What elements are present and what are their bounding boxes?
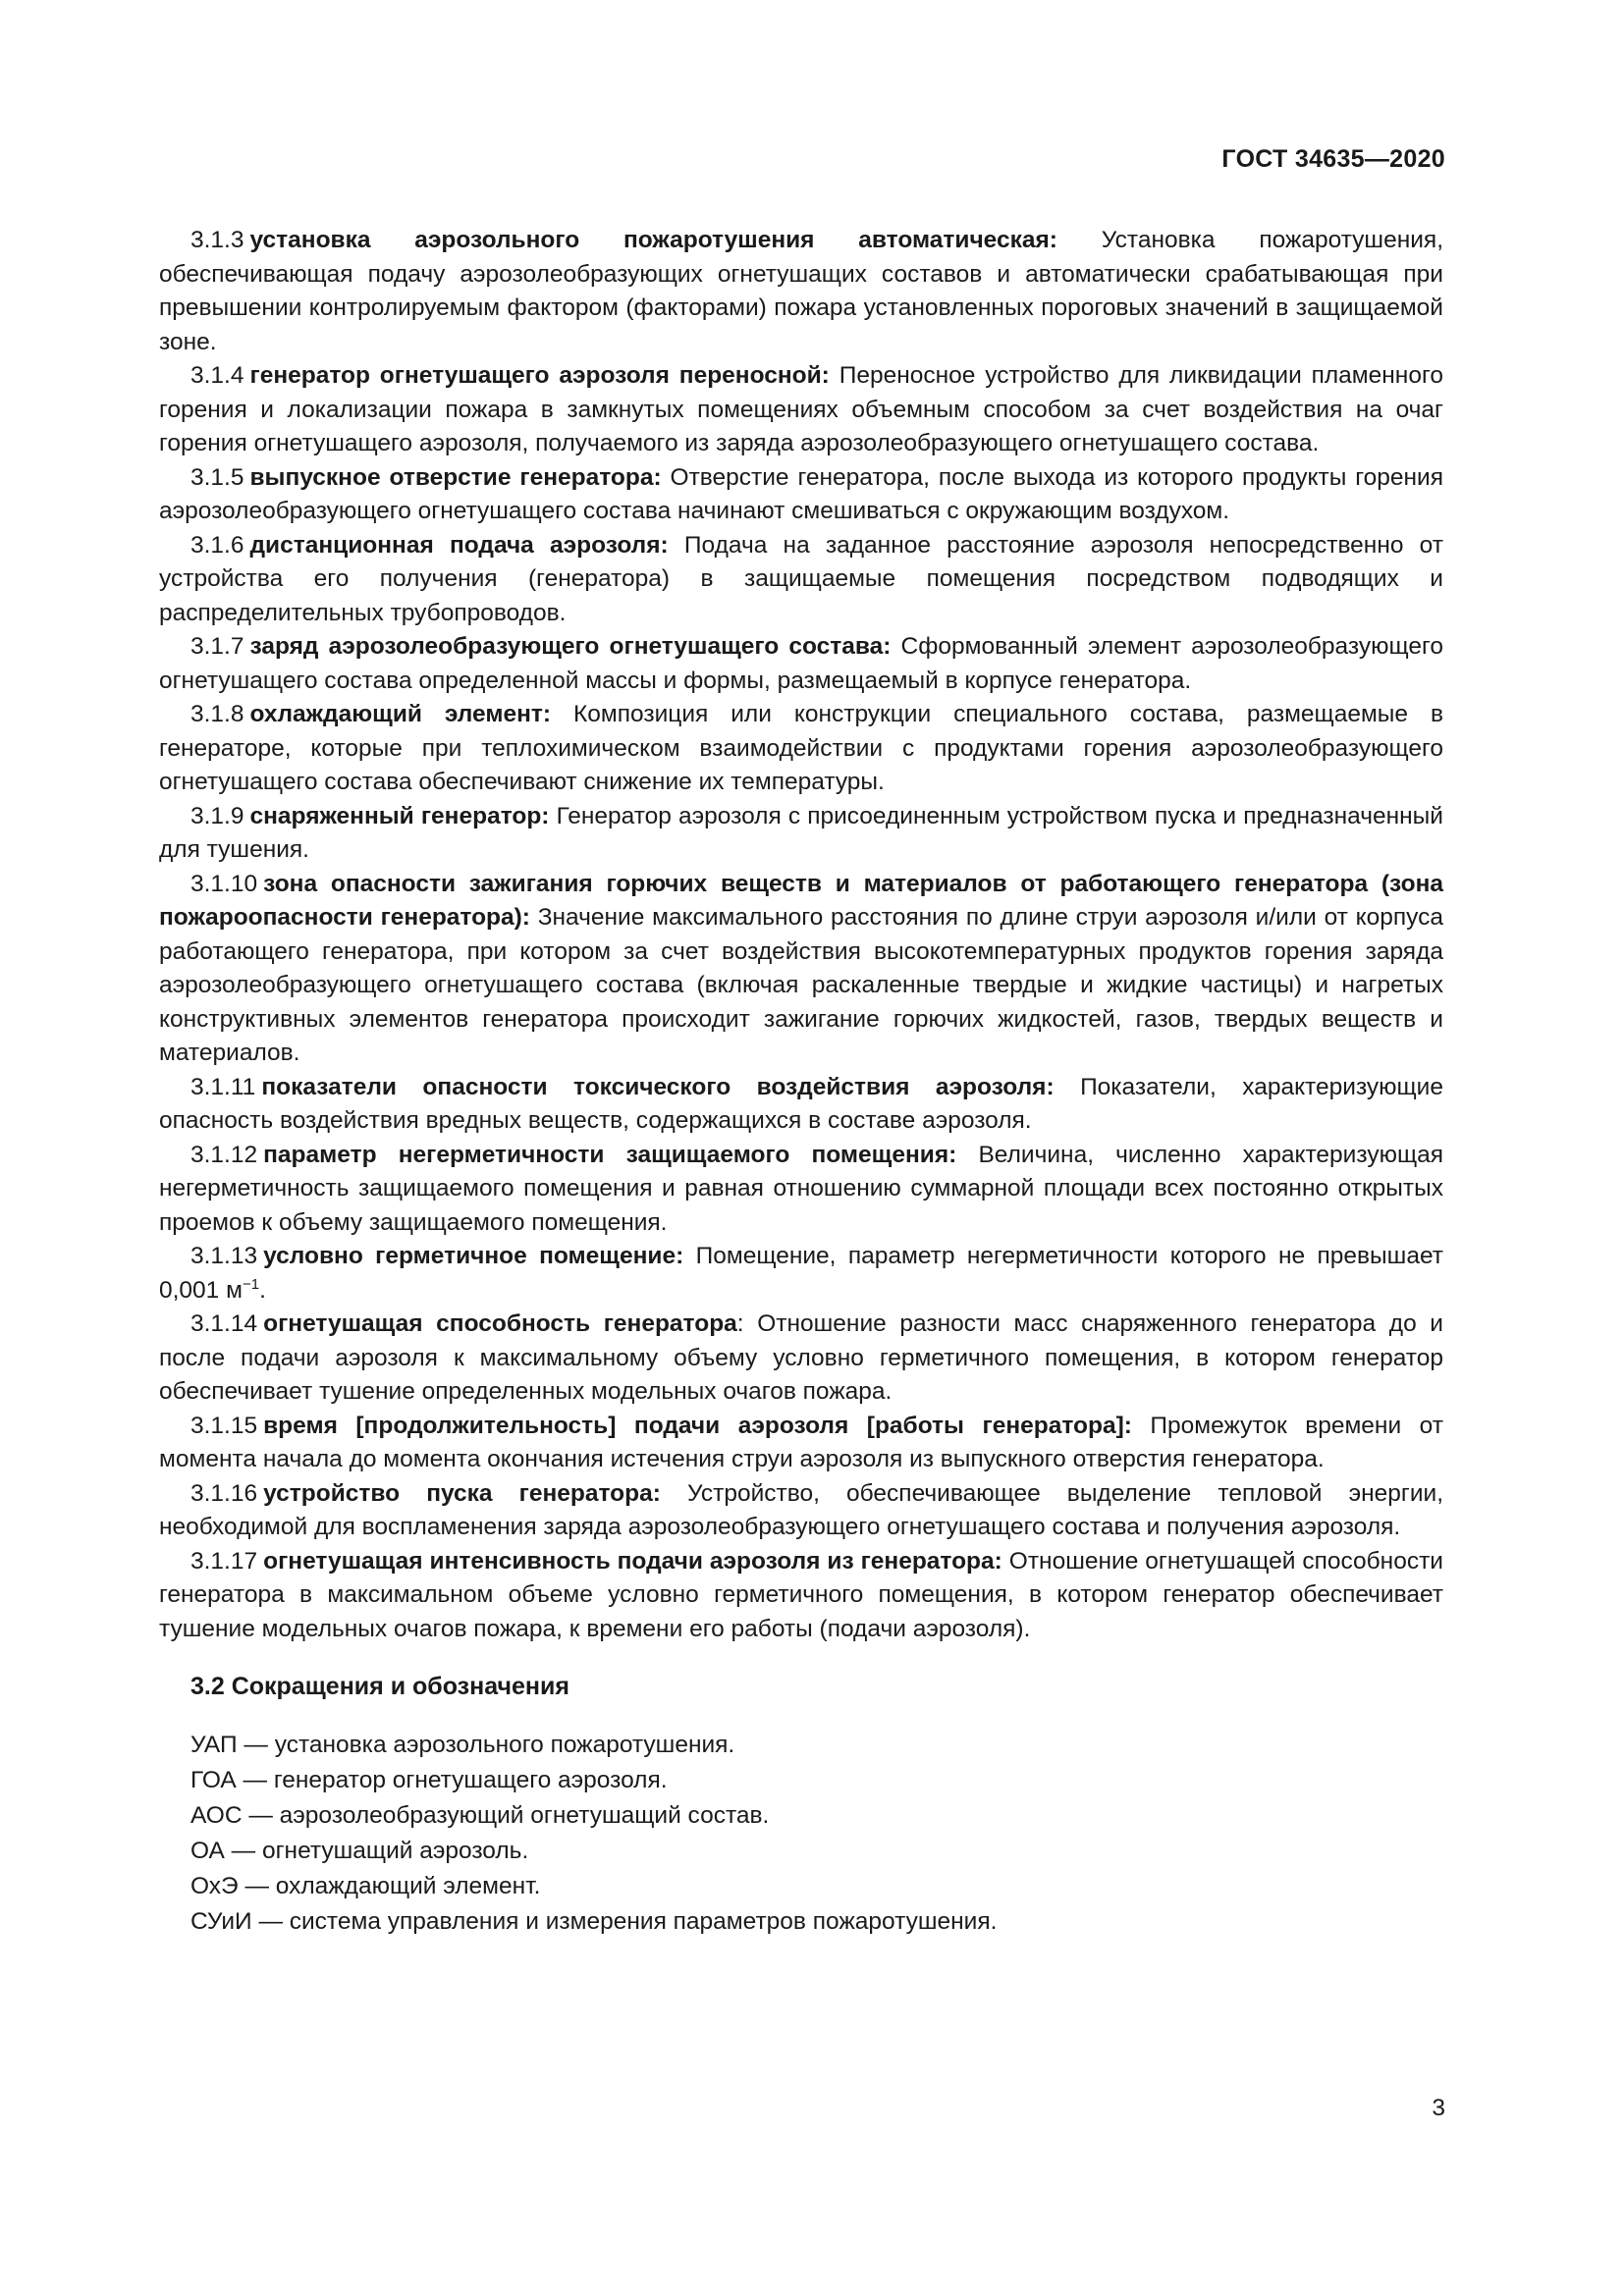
- definition-text: Отношение огнетушащей способности генератора в максимальном объеме условно герметичного помещения, в котором генератор обеспечивает тушение модельных очагов пожара, к времени его работы (подачи аэрозоля).: [159, 1547, 1443, 1642]
- definition-text: Промежуток времени от момента начала до момента окончания истечения струи аэрозоля из выпускного отверстия генератора.: [159, 1412, 1443, 1472]
- definition-3-1-8: [159, 698, 1443, 800]
- definition-number: 3.1.14: [190, 1310, 258, 1337]
- definition-3-1-11: [159, 1071, 1443, 1139]
- definition-3-1-15: [159, 1410, 1443, 1477]
- definition-text: Подача на заданное расстояние аэрозоля непосредственно от устройства его получения (генератора) в защищаемые помещения посредством подводящих и распределительных трубопроводов.: [159, 531, 1443, 626]
- document-id-header: ГОСТ 34635—2020: [1221, 145, 1445, 173]
- abbreviation-item: СУиИ — система управления и измерения параметров пожаротушения.: [190, 1907, 998, 1935]
- definition-number: 3.1.15: [190, 1412, 258, 1439]
- definition-term: установка аэрозольного пожаротушения автоматическая:: [249, 227, 1057, 253]
- definition-term: дистанционная подача аэрозоля:: [249, 531, 669, 559]
- definition-term: зона опасности зажигания горючих веществ и материалов от работающего генератора (зона пожароопасности генератора):: [159, 870, 1443, 931]
- definition-text: Величина, численно характеризующая негерметичность защищаемого помещения и равная отношению суммарной площади всех постоянно открытых проемов к объему защищаемого помещения.: [159, 1141, 1444, 1236]
- document-body: [159, 224, 1443, 1940]
- definition-term: охлаждающий элемент:: [249, 701, 552, 727]
- definition-number: 3.1.3: [190, 227, 244, 253]
- definition-term: генератор огнетушащего аэрозоля переносной:: [249, 362, 830, 389]
- definition-3-1-13: [159, 1240, 1443, 1308]
- abbreviation-item: ГОА — генератор огнетушащего аэрозоля.: [190, 1766, 668, 1793]
- definition-3-1-4: [159, 359, 1443, 461]
- definition-number: 3.1.10: [190, 870, 258, 897]
- definition-number: 3.1.8: [190, 701, 244, 727]
- definition-term: огнетушащая способность генератора: [263, 1310, 737, 1337]
- definition-number: 3.1.4: [190, 362, 244, 389]
- definition-text: Композиция или конструкции специального состава, размещаемые в генераторе, которые при теплохимическом взаимодействии с продуктами горения аэрозолеобразующего огнетушащего состава обеспечивают снижение их температуры.: [159, 701, 1443, 795]
- definitions-list: [159, 224, 1443, 1646]
- definition-number: 3.1.9: [190, 802, 244, 829]
- definition-number: 3.1.5: [190, 463, 244, 491]
- page-number: 3: [1432, 2095, 1445, 2121]
- definition-term: параметр негерметичности защищаемого помещения:: [263, 1141, 957, 1168]
- definition-term: устройство пуска генератора:: [263, 1479, 661, 1507]
- definition-term: условно герметичное помещение:: [263, 1243, 684, 1269]
- abbreviation-item: ОхЭ — охлаждающий элемент.: [190, 1872, 541, 1899]
- definition-term: снаряженный генератор:: [249, 802, 550, 829]
- definition-number: 3.1.17: [190, 1547, 258, 1575]
- definition-number: 3.1.6: [190, 531, 244, 559]
- definition-text: Отверстие генератора, после выхода из которого продукты горения аэрозолеобразующего огнетушащего состава начинают смешиваться с окружающим воздухом.: [159, 463, 1443, 524]
- definition-text: Установка пожаротушения, обеспечивающая подачу аэрозолеобразующих огнетушащих составов и автоматически срабатывающая при превышении контролируемым фактором (факторами) пожара установленных пороговых значений в защищаемой зоне.: [159, 227, 1444, 355]
- definition-term: огнетушащая интенсивность подачи аэрозоля из генератора:: [263, 1547, 1002, 1575]
- definition-text: Помещение, параметр негерметичности которого не превышает 0,001 м: [159, 1243, 1443, 1304]
- definition-text: Генератор аэрозоля с присоединенным устройством пуска и предназначенный для тушения.: [159, 802, 1443, 863]
- definition-number: 3.1.7: [190, 633, 244, 660]
- definition-3-1-16: [159, 1477, 1443, 1545]
- definition-text: Устройство, обеспечивающее выделение тепловой энергии, необходимой для воспламенения заряда аэрозолеобразующего огнетушащего состава и получения аэрозоля.: [159, 1479, 1443, 1540]
- definition-3-1-14: [159, 1308, 1443, 1410]
- exponent: −1: [242, 1275, 260, 1293]
- abbreviation-item: ОА — огнетушащий аэрозоль.: [190, 1837, 529, 1864]
- definition-3-1-7: [159, 630, 1443, 698]
- definition-number: 3.1.13: [190, 1243, 258, 1269]
- definition-3-1-5: [159, 461, 1443, 529]
- abbreviations-list: [159, 1728, 1443, 1940]
- definition-number: 3.1.16: [190, 1479, 258, 1507]
- definition-text: Переносное устройство для ликвидации пламенного горения и локализации пожара в замкнутых помещениях объемным способом за счет воздействия на очаг горения огнетушащего аэрозоля, получаемого из заряда аэрозолеобразующего огнетушащего состава.: [159, 362, 1443, 456]
- section-heading: 3.2 Сокращения и обозначения: [190, 1673, 569, 1700]
- definition-3-1-6: [159, 529, 1443, 631]
- definition-3-1-3: [159, 224, 1443, 359]
- definition-number: 3.1.12: [190, 1141, 258, 1168]
- definition-number: 3.1.11: [190, 1073, 256, 1100]
- definition-text-tail: .: [259, 1276, 266, 1304]
- definition-text: Значение максимального расстояния по длине струи аэрозоля и/или от корпуса работающего генератора, при котором за счет воздействия высокотемпературных продуктов горения заряда аэрозолеобразующего огнетушащего состава (включая раскаленные твердые и жидкие частицы) и нагретых конструктивных элементов генератора происходит зажигание горючих жидкостей, газов, твердых веществ и материалов.: [159, 904, 1443, 1066]
- abbreviation-item: АОС — аэрозолеобразующий огнетушащий состав.: [190, 1801, 770, 1829]
- definition-text: Сформованный элемент аэрозолеобразующего огнетушащего состава определенной массы и формы, размещаемый в корпусе генератора.: [159, 633, 1444, 694]
- definition-text: Показатели, характеризующие опасность воздействия вредных веществ, содержащихся в составе аэрозоля.: [159, 1073, 1443, 1134]
- definition-term: показатели опасности токсического воздействия аэрозоля:: [261, 1073, 1055, 1100]
- abbreviation-item: УАП — установка аэрозольного пожаротушения.: [190, 1731, 735, 1758]
- definition-term: выпускное отверстие генератора:: [249, 463, 662, 491]
- definition-3-1-17: [159, 1545, 1443, 1647]
- definition-term: время [продолжительность] подачи аэрозоля [работы генератора]:: [263, 1412, 1132, 1439]
- definition-3-1-9: [159, 800, 1443, 868]
- definition-3-1-12: [159, 1139, 1443, 1241]
- definition-term: заряд аэрозолеобразующего огнетушащего состава:: [249, 633, 892, 660]
- definition-text: : Отношение разности масс снаряженного генератора до и после подачи аэрозоля к максимальному объему условно герметичного помещения, в котором генератор обеспечивает тушение определенных модельных очагов пожара.: [159, 1310, 1443, 1405]
- definition-3-1-10: [159, 868, 1443, 1071]
